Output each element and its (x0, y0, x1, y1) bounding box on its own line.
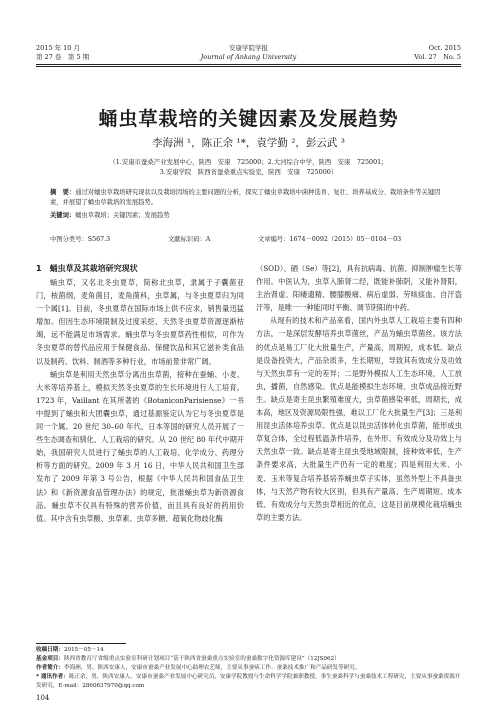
header-right-line2: Vol. 27 No. 5 (414, 53, 461, 61)
keywords-label: 关键词： (50, 212, 76, 219)
footnote-received (36, 646, 461, 655)
abstract-text: 通过对蛹虫草栽培研究现状以及栽培因场的主要问题的分析，探究了蛹虫草栽培中菌种选育、复壮、培养基成分、栽培条件等关键因素，并展望了蛹虫草栽培的发展趋势。 (50, 189, 441, 206)
abstract (50, 188, 447, 208)
header-rule-thin (36, 66, 461, 67)
right-paragraph-1: （SOD）、硒（Se）等[2]，具有抗病毒、抗菌、抑制肿瘤生长等作用。中医认为，虫草入肺肾二经，既能补肺阴，又能补肾阳，主治肾虚、阳痿遗精、腰膝酸痛、病后虚弱、劳咳痰血、自汗盗汗等，是唯一一种能同时平衡、调节阴阳的中药。 (256, 264, 462, 313)
abstract-label: 摘 要： (50, 189, 76, 196)
header-right-line1: Oct. 2015 (428, 44, 461, 52)
header-center-line1: 安康学院学报 (229, 44, 268, 52)
paper-title: 蛹虫草栽培的关键因素及发展趋势 (98, 108, 399, 130)
footnote-label: 作者简介： (36, 665, 64, 671)
affiliation-line-2: 3.安康学院 陕西省蚕桑重点实验室，陕西 安康 725000） (159, 168, 338, 176)
header-rule (36, 64, 461, 65)
header-left-line2: 第 27 卷 第 5 期 (36, 53, 90, 61)
left-paragraph-1: 蛹虫草，又名北冬虫夏草，简称北虫草，隶属于子囊菌亚门，核菌纲，麦角菌目，麦角菌科，虫草属，与冬虫夏草归为同一个属[1]。目前，冬虫夏草在国际市场上供不应求，销售量迅猛增加。但因生态环境限制及过度采挖，天然冬虫夏草资源逐渐枯竭，远不能满足市场需求。蛹虫草与冬虫夏草药性相似，可作为冬虫夏草的替代品应用于保健食品、保健饮品和其它滋补类食品以及制药、饮料、制酒等多种行业，市场前景非常广阔。 (36, 278, 244, 366)
keywords-text: 蛹虫草栽培；关键因素；发展趋势 (75, 212, 170, 219)
document-code: 文献标识码：A (168, 236, 211, 243)
footnote-text: 2015－05－14 (63, 647, 104, 653)
footnote-rule (36, 643, 126, 644)
left-column (36, 262, 244, 525)
footnote-text: 陈正余，男，陕西安康人，安康市蚕桑产业发展中心研究员，安康学院教授与生命科学学院兼职教授，事生蚕桑科学与蚕桑技术工程研究，主要从事蚕桑资源开发研究。E-mail：2860637970@qq.com (36, 674, 461, 689)
header-left-line1: 2015 年 10 月 (36, 44, 81, 52)
section-heading-1: 1 蛹虫草及其栽培研究现状 (36, 264, 138, 273)
footnote-label: 收稿日期： (36, 647, 64, 653)
footnote-funding (36, 655, 461, 664)
footnote-corresponding (36, 673, 461, 690)
article-number: 文章编号：1674－0092（2015）05－0104－03 (258, 236, 402, 243)
header-center-line2: Journal of Ankang University (200, 53, 297, 61)
header-journal-name (36, 44, 461, 62)
footnote-label: 基金项目： (36, 656, 64, 662)
page-number: 104 (36, 694, 50, 702)
footnote-label: * 通讯作者： (36, 674, 69, 680)
keywords (50, 211, 447, 221)
footnote-text: 陕西省教育厅省级重点实验室科研计划项目“基于陕西省蚕桑重点实验室的蚕桑数字化资源库建设”（12JS062） (63, 656, 340, 662)
left-paragraph-2: 蛹虫草是利用天然虫草分离出虫草菌，接种在蚕蛹、小麦、大米等培养基上，模拟天然冬虫夏草的生长环境进行人工培育。1723 年，Vaillant 在其所著的《BotaniconParisiense》一书中提到了蛹虫和大团囊虫草，通过基源鉴定认为它与冬虫夏草是同一个属。20 世纪 30–60 年代，日本等国的研究人员开展了一些生态调查和驯化、人工栽培的研究。从 20 世纪 80 年代中期开始，我国研究人员进行了蛹虫草的人工栽培、化学成分、药理分析等方面的研究。2009 年 3 月 16 日，中华人民共和国卫生部发布了 2009 年第 3 号公告，根据《中华人民共和国食品卫生法》和《新资源食品管理办法》的规定，批准蛹虫草为新资源食品。蛹虫草不仅具有特殊的营养价值，而且具有良好的药用价值。其中含有虫草酸、虫草素、虫草多糖、超氧化物歧化酶 (36, 369, 244, 523)
footnote-text: 李海洲，男，陕西安康人，安康市蚕桑产业发展中心助理农艺师，主要从事蚕病工作、蚕桑技术推广和产品研发等研究。 (63, 665, 361, 671)
affiliation-line-1: （1.安康市蚕桑产业发展中心，陕西 安康 725000；2.大河综合中学，陕西 安康 725001； (109, 158, 388, 166)
right-paragraph-2: 从现有的技术和产品来看，国内外虫草人工栽培主要有四种方法，一是深层发酵培养虫草菌丝，产品为蛹虫草菌丝。该方法的优点是易工厂化大批量生产，产量高，周期短，成本低。缺点是设备投资大，产品杂质多，生长期短，导致其有效成分及功效与天然虫草有一定的差异；二是野外模拟人工生态环境，人工放虫，播菌，自然感染。优点是能模拟生态环境、虫草成品接近野生。缺点是寄主昆虫繁殖难度大，虫草菌感染率低，周期长，成本高，地区及资源局限性强，难以工厂化大批量生产[3]；三是利用昆虫活体培养虫草。优点是以昆虫活体转化虫草菌，能形成虫草复合体，全过程低温条件培养，在外形、有效成分及功效上与天然虫草一致。缺点是寄主昆虫受地域限制，接种效率低，生产条件要求高，大批量生产仍有一定的难度；四是利用大米、小麦、玉米等复合培养基培养蛹虫草子实体，虽然外型上不具备虫体，与天然产物有较大区别，但具有产量高、生产周期短、成本低、有效成分与天然虫草相近的优点，这是目前规模化栽培蛹虫草的主要方法。 (256, 316, 462, 522)
clc-number: 中图分类号：S567.3 (50, 236, 111, 243)
header-volume (414, 44, 461, 62)
author-list: 李海洲 ¹，陈正余 ¹*，袁学勤 ²，彭云武 ³ (152, 137, 345, 149)
right-column (256, 262, 462, 524)
footnote-author-bio (36, 664, 461, 673)
